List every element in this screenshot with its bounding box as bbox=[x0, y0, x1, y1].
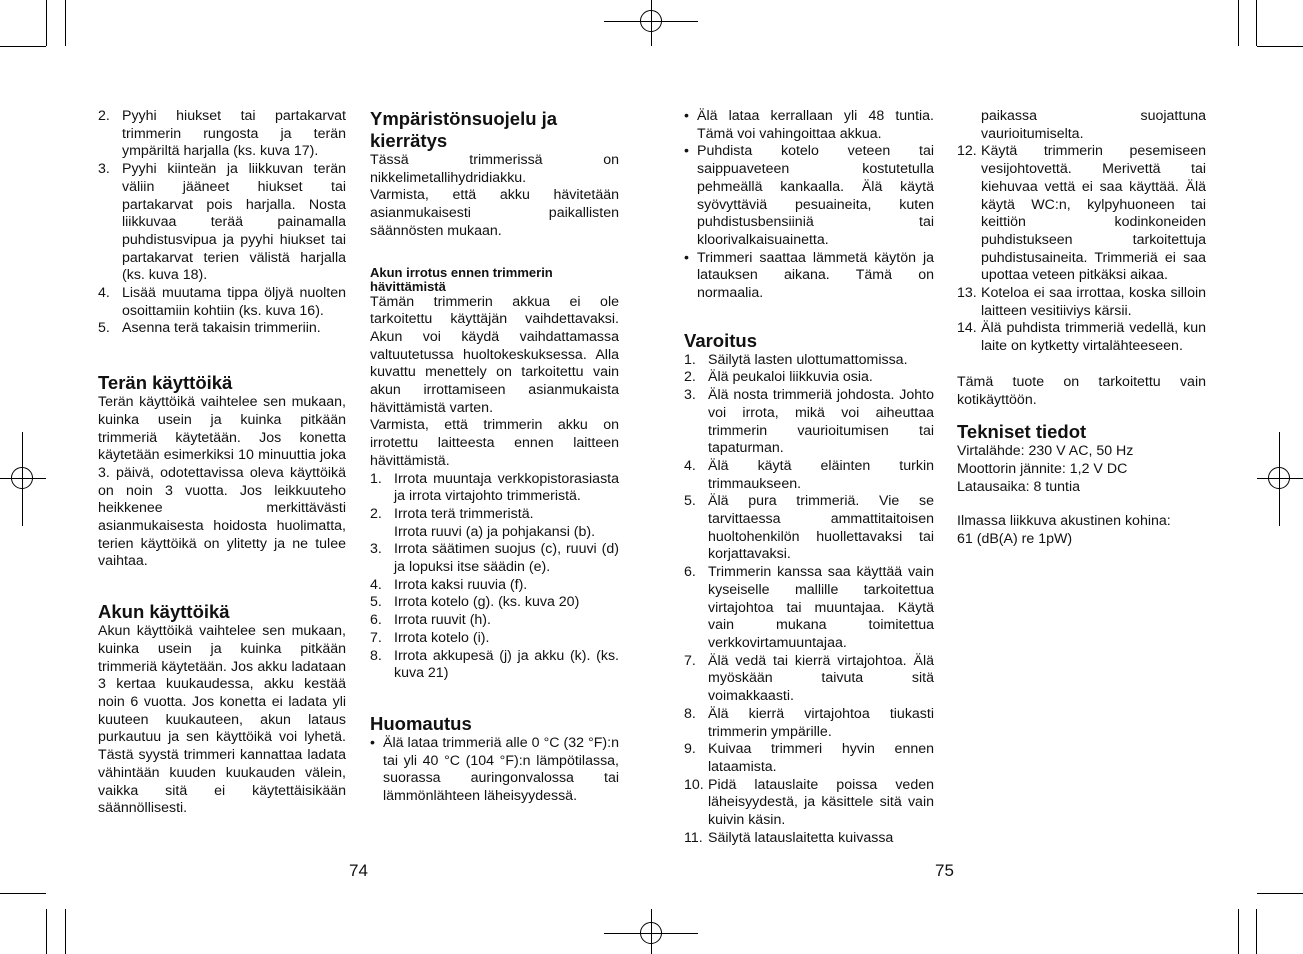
list-item: 13. Koteloa ei saa irrottaa, koska silloin laitteen vesitiiviys kärsii. bbox=[957, 285, 1206, 319]
list-item: 9. Kuivaa trimmeri hyvin ennen lataamista. bbox=[684, 741, 934, 775]
environment-text-1: Tässä trimmerissä on nikkelimetallihydridiakku. bbox=[370, 152, 619, 186]
spec-line: Latausaika: 8 tuntia bbox=[957, 478, 1081, 495]
removal-steps-list bbox=[370, 471, 619, 683]
list-item: 2. Älä peukaloi liikkuvia osia. bbox=[684, 369, 873, 386]
list-item: 5. Älä pura trimmeriä. Vie se tarvittaessa ammattitaitoisen huoltohenkilön huollettavaksi tai korjattavaksi. bbox=[684, 493, 934, 563]
column-3 bbox=[684, 108, 934, 847]
battery-removal-heading: Akun irrotus ennen trimmerin hävittämistä bbox=[370, 264, 553, 294]
list-item: • Trimmeri saattaa lämmetä käytön ja latauksen aikana. Tämä on normaalia. bbox=[684, 249, 934, 302]
list-item: 2. Irrota terä trimmeristä. Irrota ruuvi (a) ja pohjakansi (b). bbox=[370, 505, 596, 540]
list-item: 3. Pyyhi kiinteän ja liikkuvan terän väliin jääneet hiukset tai partakarvat pois harjalla. Nosta liikkuvaa terää painamalla puhdistusvipua ja pyyhi hiukset tai partakarvat terien välistä harjalla (ks. kuva 18). bbox=[98, 161, 346, 284]
cleaning-steps-list bbox=[98, 108, 346, 338]
column-1 bbox=[98, 108, 346, 818]
list-item: 5. Irrota kotelo (g). (ks. kuva 20) bbox=[370, 594, 580, 611]
list-item: • Puhdista kotelo veteen tai saippuaveteen kostutetulla pehmeällä kankaalla. Älä käytä syövyttäviä pesuaineita, kuten puhdistusbensiiniä tai kloorivalkaisuainetta. bbox=[684, 143, 934, 248]
warning-list-continued bbox=[957, 108, 1206, 356]
list-item: 12. Käytä trimmerin pesemiseen vesijohtovettä. Merivettä tai kiehuvaa vettä ei saa käyttää. Älä käytä WC:n, kylpyhuoneen tai keittiön kodinkoneiden puhdistukseen tarkoitettuja puhdistusaineita. Trimmeriä ei saa upottaa veteen pitkäksi aikaa. bbox=[957, 143, 1206, 284]
list-item: 2. Pyyhi hiukset tai partakarvat trimmerin rungosta ja terän ympäriltä harjalla (ks. kuva 17). bbox=[98, 108, 346, 160]
list-item: • Älä lataa trimmeriä alle 0 °C (32 °F):n tai yli 40 °C (104 °F):n lämpötilassa, suorassa auringonvalossa tai lämmönlähteen läheisyydessä. bbox=[370, 734, 619, 805]
list-item: 11. Säilytä latauslaitetta kuivassa bbox=[684, 829, 894, 846]
column-2 bbox=[370, 108, 619, 806]
list-item: paikassa suojattuna vaurioitumiselta. bbox=[981, 108, 1206, 142]
list-item: 4. Irrota kaksi ruuvia (f). bbox=[370, 576, 528, 593]
list-item: 3. Irrota säätimen suojus (c), ruuvi (d) ja lopuksi itse säädin (e). bbox=[370, 541, 619, 576]
noise-value: 61 (dB(A) re 1pW) bbox=[957, 531, 1073, 548]
list-item: 3. Älä nosta trimmeriä johdosta. Johto voi irrota, mikä voi aiheuttaa trimmerin vaurioitumisen tai tapaturman. bbox=[684, 387, 934, 457]
list-item: • Älä lataa kerrallaan yli 48 tuntia. Tämä voi vahingoittaa akkua. bbox=[684, 108, 934, 142]
noise-label: Ilmassa liikkuva akustinen kohina: bbox=[957, 513, 1171, 530]
list-item: 8. Irrota akkupesä (j) ja akku (k). (ks. kuva 21) bbox=[370, 647, 619, 682]
spec-line: Virtalähde: 230 V AC, 50 Hz bbox=[957, 443, 1134, 460]
list-item: 7. Irrota kotelo (i). bbox=[370, 629, 490, 646]
list-item: 4. Älä käytä eläinten turkin trimmaukseen. bbox=[684, 457, 934, 492]
warning-list bbox=[684, 352, 934, 848]
column-4 bbox=[957, 108, 1206, 549]
list-item: 6. Trimmerin kanssa saa käyttää vain kyseiselle mallille tarkoitettua virtajohtoa tai muuntajaa. Käytä vain mukana toimitettua verkkovirtamuuntajaa. bbox=[684, 564, 934, 651]
battery-removal-text-1: Tämän trimmerin akkua ei ole tarkoitettu käyttäjän vaihdettavaksi. Akun voi käydä vaihdattamassa valtuutetussa huoltokeskuksessa. Alla kuvattu menettely on tarkoitettu vain akun irrottamiseen asianmukaista hävittämistä varten. bbox=[370, 293, 619, 416]
list-item: 10. Pidä latauslaite poissa veden läheisyydestä, ja käsittele sitä vain kuivin käsin. bbox=[684, 776, 934, 829]
battery-life-text: Akun käyttöikä vaihtelee sen mukaan, kuinka usein ja kuinka pitkään trimmeriä käytetään. Jos akku ladataan 3 kertaa kuukaudessa, akku kestää noin 6 vuotta. Jos konetta ei ladata yli kuuteen kuukauteen, akun lataus purkautuu ja sen käyttöikä voi lyhetä. Tästä syystä trimmeri kannattaa ladata vähintään kuuden kuukauden välein, vaikka sitä ei käytettäisikään säännöllisesti. bbox=[98, 623, 346, 817]
battery-life-heading: Akun käyttöikä bbox=[98, 601, 230, 623]
environment-heading: Ympäristönsuojelu ja kierrätys bbox=[370, 108, 558, 151]
battery-removal-text-2: Varmista, että trimmerin akku on irrotettu laitteesta ennen laitteen hävittämistä. bbox=[370, 417, 619, 469]
warning-heading: Varoitus bbox=[684, 329, 757, 351]
list-item: 5. Asenna terä takaisin trimmeriin. bbox=[98, 320, 321, 337]
tech-specs-heading: Tekniset tiedot bbox=[957, 421, 1087, 443]
list-item: 6. Irrota ruuvit (h). bbox=[370, 612, 491, 629]
home-use-text: Tämä tuote on tarkoitettu vain kotikäyttöön. bbox=[957, 373, 1206, 408]
note-bullets bbox=[370, 735, 619, 806]
note-bullets-continued bbox=[684, 108, 934, 303]
list-item: 1. Säilytä lasten ulottumattomissa. bbox=[684, 351, 908, 368]
blade-life-text: Terän käyttöikä vaihtelee sen mukaan, kuinka usein ja kuinka pitkään trimmeriä käytetään. Jos konetta käytetään esimerkiksi 10 minuuttia joka 3. päivä, odotettavissa oleva käyttöikä on noin 3 vuotta. Jos leikkuuteho heikkenee merkittävästi asianmukaisesta hoidosta huolimatta, terien käyttöikä on ylitetty ja ne tulee vaihtaa. bbox=[98, 394, 346, 570]
spec-line: Moottorin jännite: 1,2 V DC bbox=[957, 460, 1128, 477]
list-item: 8. Älä kierrä virtajohtoa tiukasti trimmerin ympärille. bbox=[684, 705, 934, 740]
note-heading: Huomautus bbox=[370, 712, 472, 734]
environment-text-2: Varmista, että akku hävitetään asianmukaisesti paikallisten säännösten mukaan. bbox=[370, 187, 619, 239]
list-item: 7. Älä vedä tai kierrä virtajohtoa. Älä myöskään taivuta sitä voimakkaasti. bbox=[684, 652, 934, 705]
list-item: 14. Älä puhdista trimmeriä vedellä, kun laite on kytketty virtalähteeseen. bbox=[957, 320, 1206, 355]
list-item: 1. Irrota muuntaja verkkopistorasiasta ja irrota virtajohto trimmeristä. bbox=[370, 470, 619, 505]
page-number-right: 75 bbox=[935, 861, 954, 880]
list-item: 4. Lisää muutama tippa öljyä nuolten osoittamiin kohtiin (ks. kuva 16). bbox=[98, 285, 346, 319]
page-number-left: 74 bbox=[349, 861, 368, 880]
blade-life-heading: Terän käyttöikä bbox=[98, 372, 233, 394]
